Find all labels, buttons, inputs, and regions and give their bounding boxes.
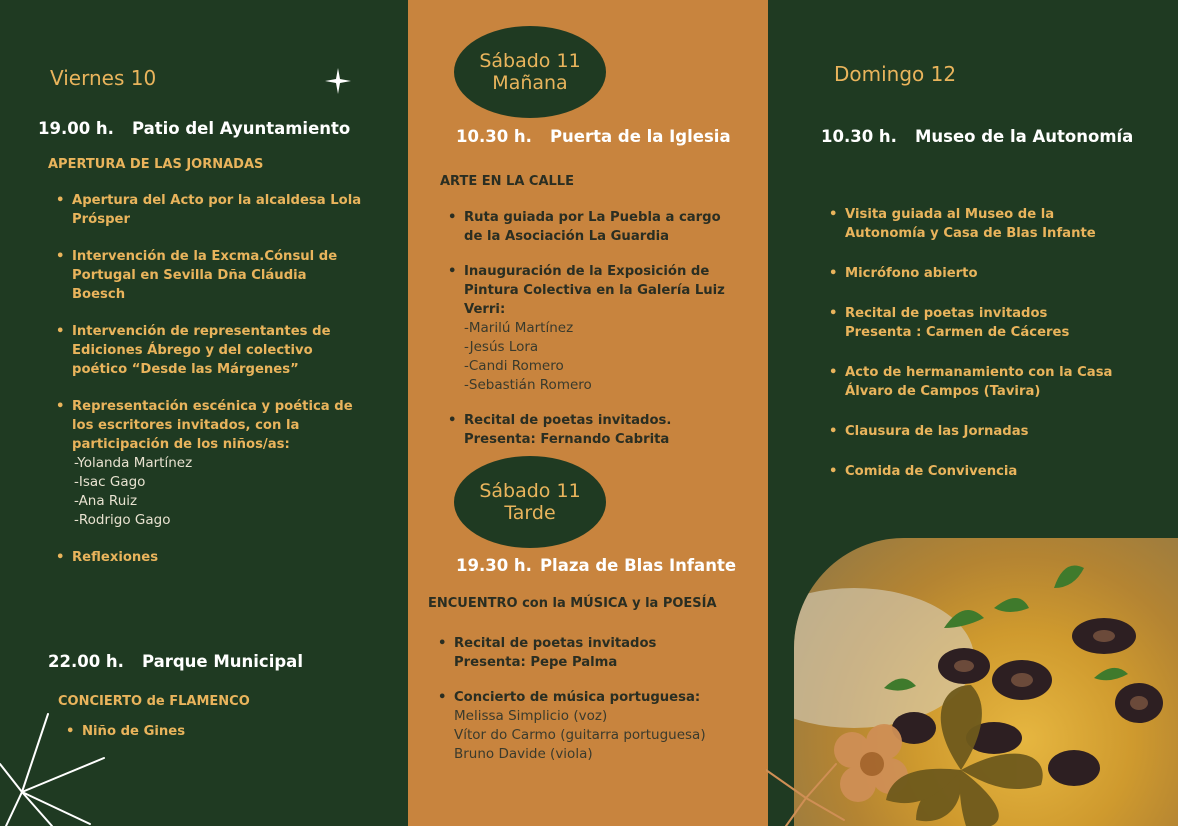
slot-place: Parque Municipal bbox=[141, 652, 303, 671]
list-item: • Representación escénica y poética de los escritores invitados, con la participación de los niños/as: -Yolanda Martínez -Isac Gago -Ana Ruiz -Rodrigo Gago bbox=[56, 397, 396, 530]
musician-name: Bruno Davide (viola) bbox=[454, 746, 593, 762]
friday-slot-2 bbox=[48, 652, 303, 671]
saturday-afternoon-item-list bbox=[438, 634, 758, 764]
slot-time: 10.30 h. bbox=[456, 127, 532, 146]
slot-place: Patio del Ayuntamiento bbox=[131, 119, 351, 138]
section-heading: APERTURA DE LAS JORNADAS bbox=[48, 157, 264, 172]
artist-name: -Sebastián Romero bbox=[464, 377, 592, 393]
artist-name: -Candi Romero bbox=[464, 358, 564, 374]
saturday-morning-badge: Sábado 11 Mañana bbox=[454, 26, 606, 118]
section-heading: ENCUENTRO con la MÚSICA y la POESÍA bbox=[428, 596, 717, 611]
saturday-afternoon-slot bbox=[456, 556, 736, 575]
slot-time: 19.30 h. bbox=[456, 556, 532, 575]
starburst-icon bbox=[0, 706, 110, 826]
artist-name: -Jesús Lora bbox=[464, 339, 539, 355]
list-item: • Reflexiones bbox=[56, 548, 396, 567]
slot-place: Puerta de la Iglesia bbox=[549, 127, 731, 146]
participant-name: -Yolanda Martínez bbox=[74, 455, 193, 471]
list-item: • Clausura de las Jornadas bbox=[829, 422, 1169, 441]
saturday-column bbox=[408, 0, 768, 826]
participant-name: -Rodrigo Gago bbox=[74, 512, 171, 528]
flower-decoration-icon bbox=[766, 680, 1066, 826]
list-item: • Visita guiada al Museo de la Autonomía y Casa de Blas Infante bbox=[829, 205, 1169, 243]
list-item: • Acto de hermanamiento con la Casa Álvaro de Campos (Tavira) bbox=[829, 363, 1169, 401]
friday-slot-1 bbox=[38, 119, 350, 138]
slot-time: 19.00 h. bbox=[38, 119, 114, 138]
list-item: • Comida de Convivencia bbox=[829, 462, 1169, 481]
saturday-morning-slot bbox=[456, 127, 731, 146]
slot-time: 10.30 h. bbox=[821, 127, 897, 146]
participant-name: -Isac Gago bbox=[74, 474, 146, 490]
list-item: • Recital de poetas invitados Presenta : Carmen de Cáceres bbox=[829, 304, 1169, 342]
friday-column bbox=[0, 0, 408, 826]
slot-place: Plaza de Blas Infante bbox=[539, 556, 737, 575]
slot-place: Museo de la Autonomía bbox=[914, 127, 1134, 146]
list-item: • Niño de Gines bbox=[66, 722, 366, 741]
friday-title: Viernes 10 bbox=[50, 66, 157, 90]
sunday-title: Domingo 12 bbox=[834, 62, 957, 86]
sparkle-icon bbox=[325, 68, 351, 94]
friday-item-list bbox=[56, 191, 396, 567]
list-item: • Apertura del Acto por la alcaldesa Lola Prósper bbox=[56, 191, 396, 229]
section-heading: CONCIERTO de FLAMENCO bbox=[58, 694, 250, 709]
participant-name: -Ana Ruiz bbox=[74, 493, 138, 509]
list-item: • Micrófono abierto bbox=[829, 264, 1169, 283]
friday-item-list-2 bbox=[66, 722, 366, 741]
musician-name: Melissa Simplicio (voz) bbox=[454, 708, 608, 724]
list-item: • Concierto de música portuguesa: Melissa Simplicio (voz) Vítor do Carmo (guitarra portuguesa) Bruno Davide (viola) bbox=[438, 688, 758, 764]
section-heading: ARTE EN LA CALLE bbox=[440, 174, 574, 189]
saturday-morning-item-list bbox=[448, 208, 758, 449]
list-item: • Intervención de representantes de Ediciones Ábrego y del colectivo poético “Desde las Márgenes” bbox=[56, 322, 396, 379]
saturday-afternoon-badge: Sábado 11 Tarde bbox=[454, 456, 606, 548]
list-item: • Recital de poetas invitados Presenta: Pepe Palma bbox=[438, 634, 758, 672]
slot-time: 22.00 h. bbox=[48, 652, 124, 671]
list-item: • Ruta guiada por La Puebla a cargo de la Asociación La Guardia bbox=[448, 208, 758, 246]
list-item: • Recital de poetas invitados. Presenta: Fernando Cabrita bbox=[448, 411, 758, 449]
list-item: • Inauguración de la Exposición de Pintura Colectiva en la Galería Luiz Verri: -Marilú Martínez -Jesús Lora -Candi Romero -Sebastián Romero bbox=[448, 262, 758, 395]
artist-name: -Marilú Martínez bbox=[464, 320, 574, 336]
list-item: • Intervención de la Excma.Cónsul de Portugal en Sevilla Dña Cláudia Boesch bbox=[56, 247, 396, 304]
sunday-item-list bbox=[829, 205, 1169, 481]
sunday-slot bbox=[821, 127, 1133, 146]
musician-name: Vítor do Carmo (guitarra portuguesa) bbox=[454, 727, 706, 743]
